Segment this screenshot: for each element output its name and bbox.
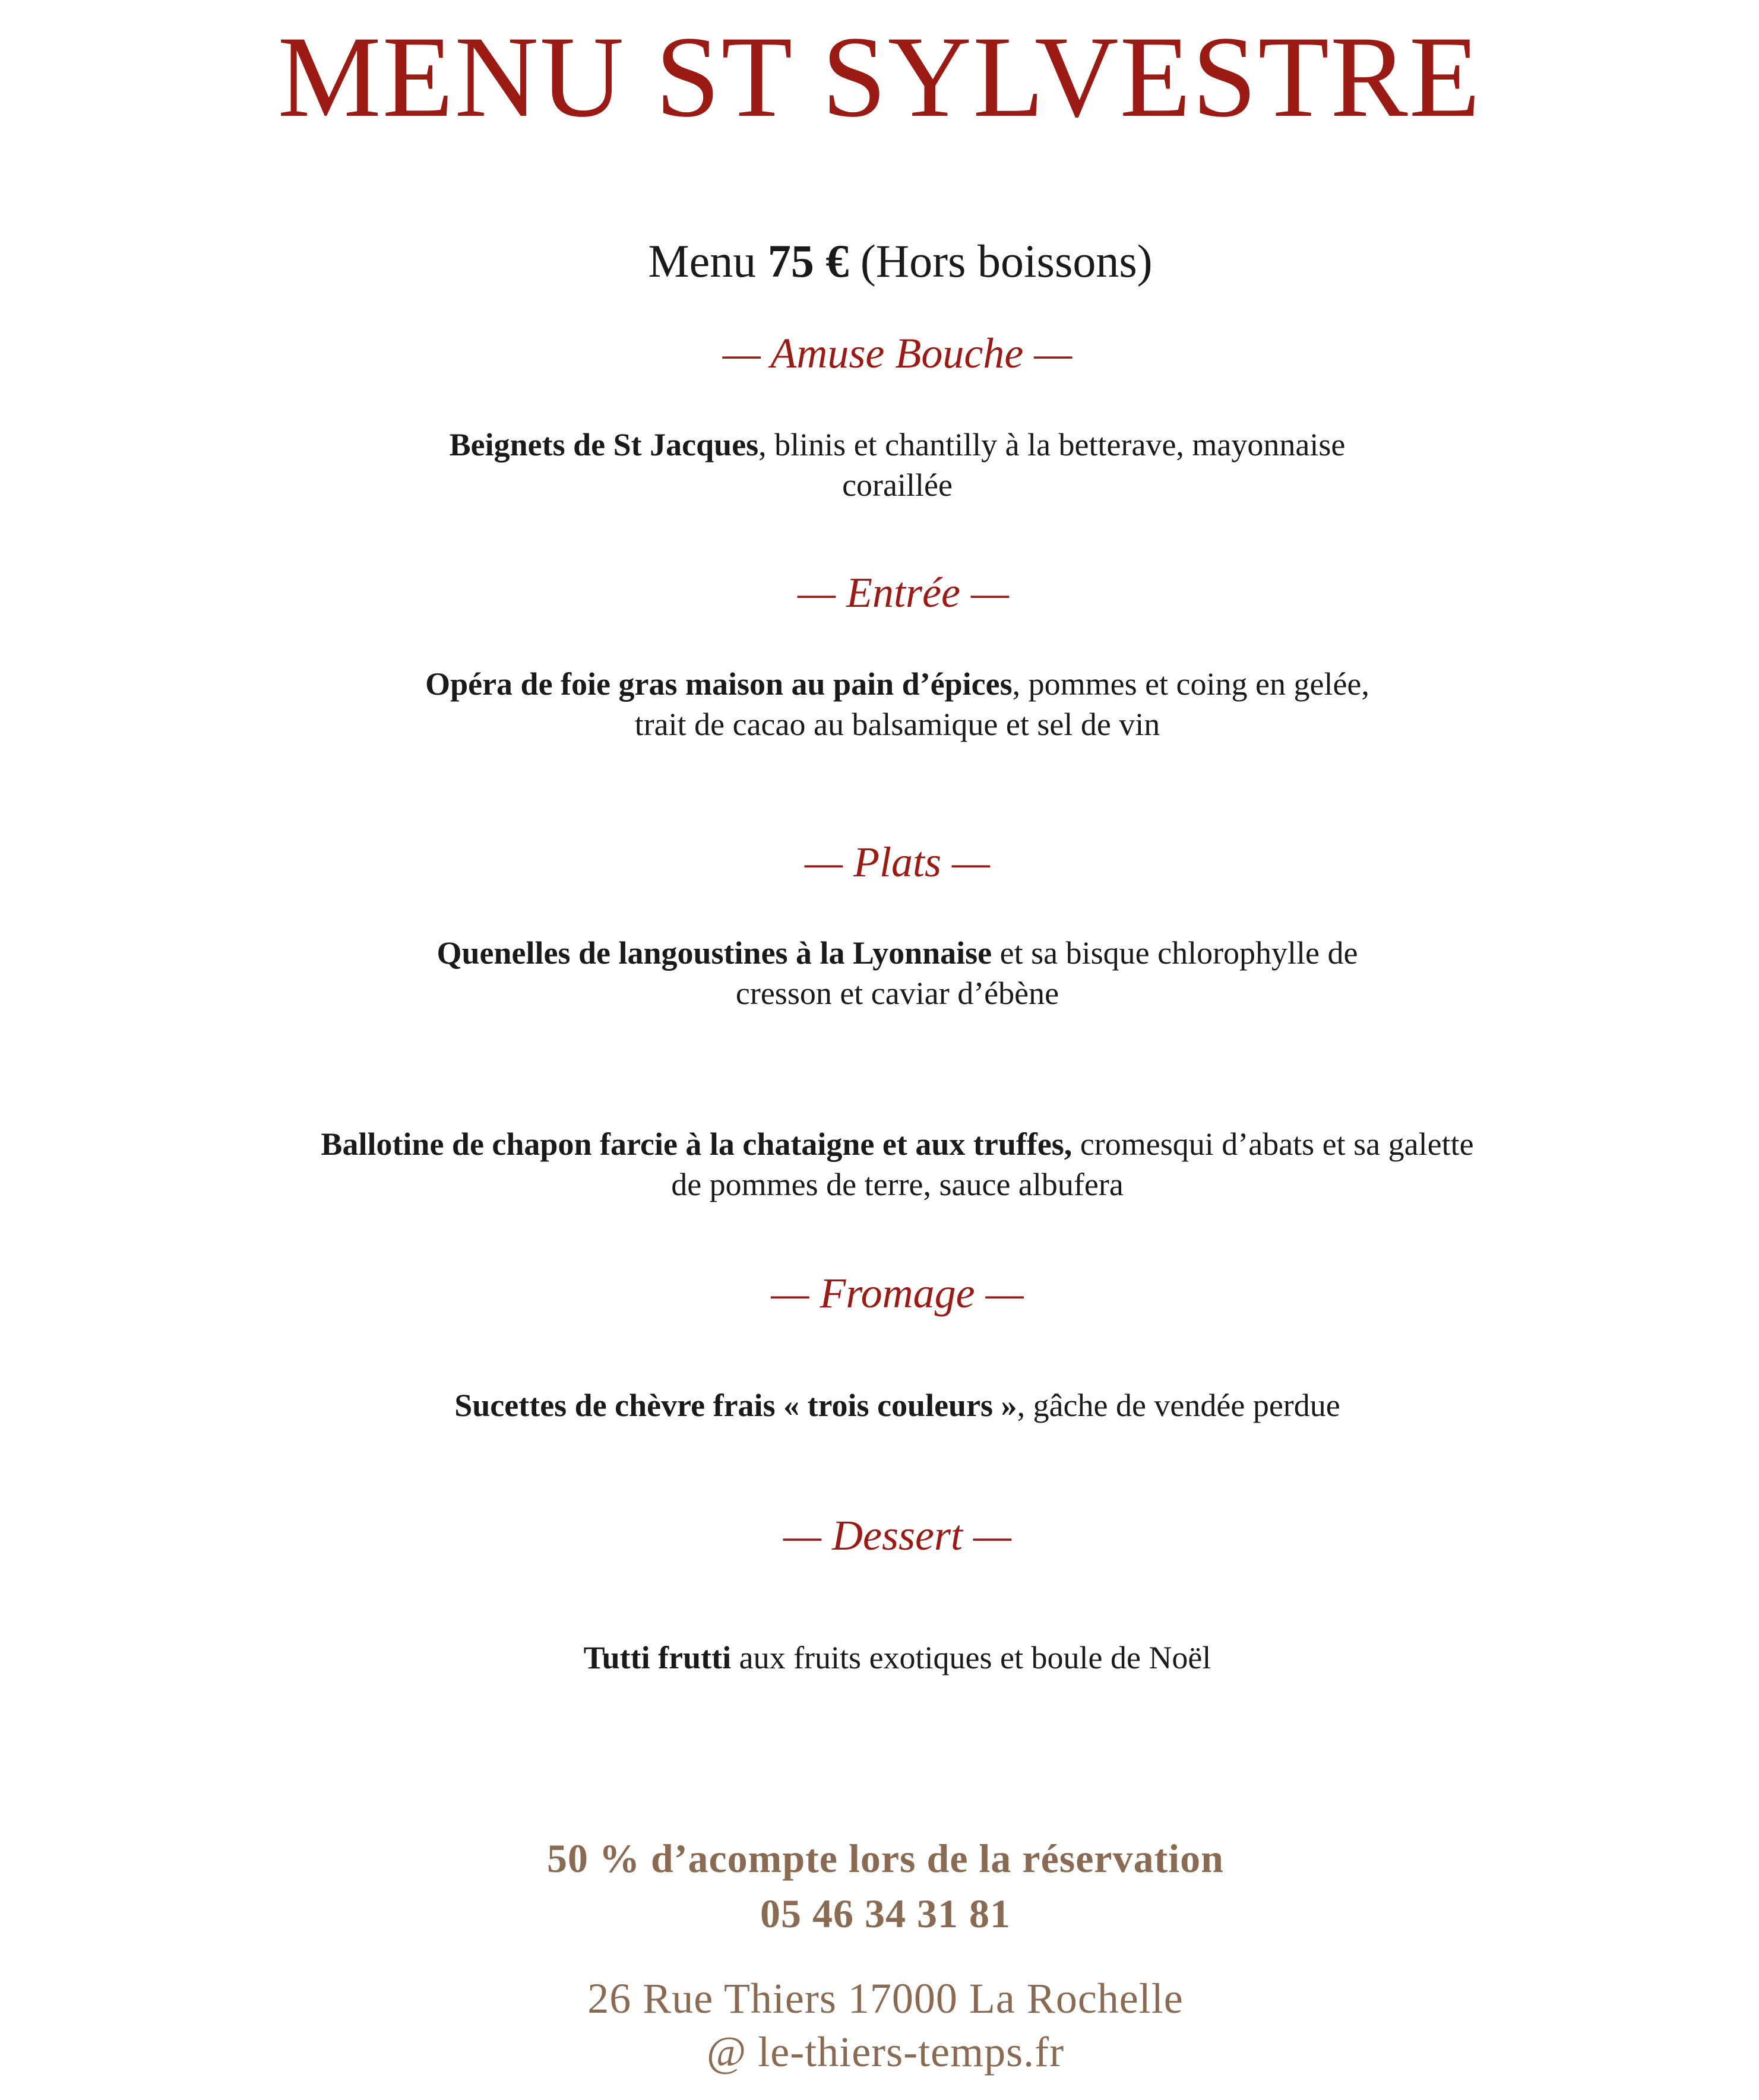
dish-plat2-line1: [0, 1124, 1759, 1164]
price-prefix: Menu: [648, 235, 768, 287]
dish-fromage-name: Sucettes de chèvre frais « trois couleurs »: [454, 1388, 1017, 1423]
dish-dessert-desc: aux fruits exotiques et boule de Noël: [731, 1640, 1211, 1675]
dish-amuse-desc: , blinis et chantilly à la betterave, mayonnaise: [758, 427, 1346, 463]
dish-fromage-line1: [0, 1385, 1759, 1426]
section-heading-fromage: — Fromage —: [771, 1269, 1024, 1317]
dish-plat2-line2: de pommes de terre, sauce albufera: [671, 1167, 1124, 1202]
website-link[interactable]: @ le-thiers-temps.fr: [706, 2028, 1065, 2076]
section-heading-plats: — Plats —: [804, 838, 991, 886]
menu-title: MENU ST SYLVESTRE: [277, 12, 1482, 141]
dish-amuse-line2: coraillée: [842, 467, 953, 503]
dish-amuse-line1: [0, 425, 1759, 465]
phone-number[interactable]: 05 46 34 31 81: [760, 1891, 1011, 1936]
dish-plat1-line1: [0, 933, 1759, 973]
dish-plat2-desc: cromesqui d’abats et sa galette: [1072, 1126, 1474, 1162]
price-amount: 75 €: [767, 235, 849, 287]
dish-dessert-line1: [0, 1637, 1759, 1678]
price-suffix: (Hors boissons): [849, 235, 1153, 287]
dish-entree-desc: , pommes et coing en gelée,: [1012, 666, 1369, 702]
section-heading-entree: — Entrée —: [798, 569, 1009, 616]
dish-amuse-name: Beignets de St Jacques: [449, 427, 759, 463]
dish-plat1-line2: cresson et caviar d’ébène: [735, 975, 1059, 1011]
deposit-notice: 50 % d’acompte lors de la réservation: [547, 1836, 1224, 1881]
section-heading-amuse-bouche: — Amuse Bouche —: [722, 330, 1073, 377]
section-heading-dessert: — Dessert —: [783, 1512, 1011, 1559]
dish-entree-name: Opéra de foie gras maison au pain d’épices: [425, 666, 1013, 702]
dish-plat1-desc: et sa bisque chlorophylle de: [992, 935, 1358, 971]
dish-plat1-name: Quenelles de langoustines à la Lyonnaise: [436, 935, 992, 971]
dish-dessert-name: Tutti frutti: [583, 1640, 732, 1675]
address: 26 Rue Thiers 17000 La Rochelle: [587, 1975, 1184, 2022]
dish-plat2-name: Ballotine de chapon farcie à la chataigne et aux truffes,: [321, 1126, 1073, 1162]
dish-entree-line2: trait de cacao au balsamique et sel de vin: [634, 707, 1160, 742]
dish-entree-line1: [0, 664, 1759, 704]
dish-fromage-desc: , gâche de vendée perdue: [1017, 1388, 1340, 1423]
price-line: [0, 232, 1759, 291]
